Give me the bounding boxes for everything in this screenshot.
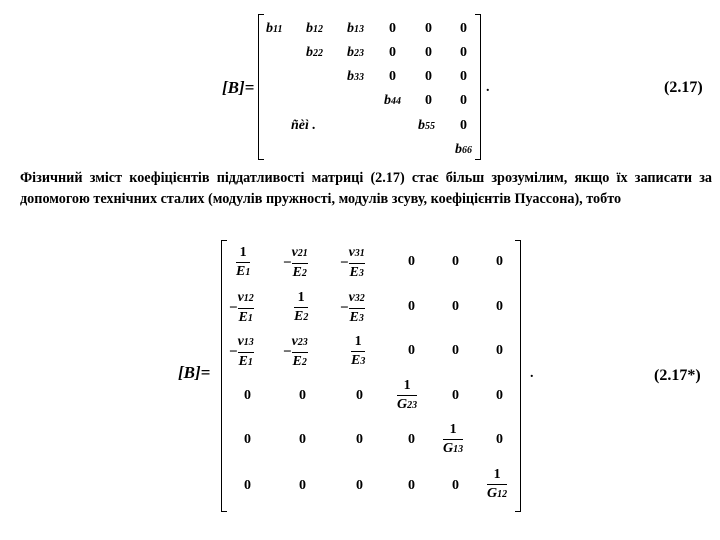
element-zero: 0 [496, 299, 503, 314]
fraction-neg-nu21-over-E2: − $\frac{\nu 21}{E2}$ [283, 245, 308, 280]
fraction-1-over-E2: 1 E2 [294, 290, 309, 324]
fraction-1-over-G13: 1 G13 [443, 422, 464, 456]
element-zero: 0 [408, 432, 415, 447]
element-zero: 0 [496, 343, 503, 358]
element-zero: 0 [452, 299, 459, 314]
element-zero: 0 [356, 478, 363, 493]
element-zero: 0 [408, 299, 415, 314]
element-zero: 0 [408, 254, 415, 269]
matrix-b-label: [B]= [178, 363, 211, 382]
element-zero: 0 [299, 478, 306, 493]
element-zero: 0 [356, 432, 363, 447]
body-paragraph: Фізичний зміст коефіцієнтів піддатливості матриці (2.17) стає більш зрозумілим, якщо їх записати за допомогою технічних сталих (модулів пружності, модулів зсуву, коефіцієнтів Пуассона), тобто [20, 170, 712, 207]
element-zero: 0 [496, 432, 503, 447]
element-zero: 0 [452, 343, 459, 358]
element-zero: 0 [460, 93, 467, 108]
element-zero: 0 [460, 118, 467, 133]
fraction-1-over-E1: 1 E1 [236, 245, 251, 279]
element-zero: 0 [299, 432, 306, 447]
element-zero: 0 [408, 343, 415, 358]
element-zero: 0 [496, 388, 503, 403]
fraction-neg-nu23-over-E2: − $\frac{\nu 23}{E2}$ [283, 334, 308, 369]
element-zero: 0 [460, 45, 467, 60]
element-b13: b13 [347, 21, 364, 36]
fraction-neg-nu31-over-E3: − $\frac{\nu 31}{E3}$ [340, 245, 365, 280]
element-zero: 0 [425, 45, 432, 60]
element-zero: 0 [389, 69, 396, 84]
element-zero: 0 [460, 69, 467, 84]
fraction-1-over-G23: 1 G23 [397, 378, 418, 412]
left-bracket [258, 14, 264, 160]
fraction-neg-nu13-over-E1: − $\frac{\nu 13}{E1}$ [229, 334, 254, 369]
element-zero: 0 [244, 432, 251, 447]
right-bracket [475, 14, 481, 160]
equation-number: (2.17) [664, 79, 703, 96]
element-zero: 0 [408, 478, 415, 493]
element-b22: b22 [306, 45, 323, 60]
element-zero: 0 [425, 93, 432, 108]
trailing-dot: . [486, 80, 490, 95]
equation-number: (2.17*) [654, 367, 701, 384]
element-zero: 0 [389, 45, 396, 60]
element-zero: 0 [452, 478, 459, 493]
element-b12: b12 [306, 21, 323, 36]
element-b55: b55 [418, 118, 435, 133]
element-zero: 0 [460, 21, 467, 36]
right-bracket [515, 240, 521, 512]
element-b11: b11 [266, 21, 283, 36]
left-bracket [221, 240, 227, 512]
fraction-1-over-E3: 1 E3 [351, 334, 366, 368]
element-zero: 0 [244, 478, 251, 493]
element-zero: 0 [389, 21, 396, 36]
matrix-b-label: [B]= [222, 78, 255, 97]
element-zero: 0 [425, 69, 432, 84]
trailing-dot: . [530, 366, 534, 381]
element-zero: 0 [299, 388, 306, 403]
element-b23: b23 [347, 45, 364, 60]
fraction-1-over-G12: 1 G12 [487, 467, 508, 501]
symmetric-label: ñèì . [291, 118, 316, 133]
element-b44: b44 [384, 93, 401, 108]
element-zero: 0 [452, 254, 459, 269]
fraction-neg-nu12-over-E1: − $\frac{\nu 12}{E1}$ [229, 290, 254, 325]
element-b66: b66 [455, 142, 472, 157]
element-zero: 0 [425, 21, 432, 36]
element-zero: 0 [244, 388, 251, 403]
element-zero: 0 [452, 388, 459, 403]
element-zero: 0 [496, 254, 503, 269]
element-b33: b33 [347, 69, 364, 84]
fraction-neg-nu32-over-E3: − $\frac{\nu 32}{E3}$ [340, 290, 365, 325]
element-zero: 0 [356, 388, 363, 403]
